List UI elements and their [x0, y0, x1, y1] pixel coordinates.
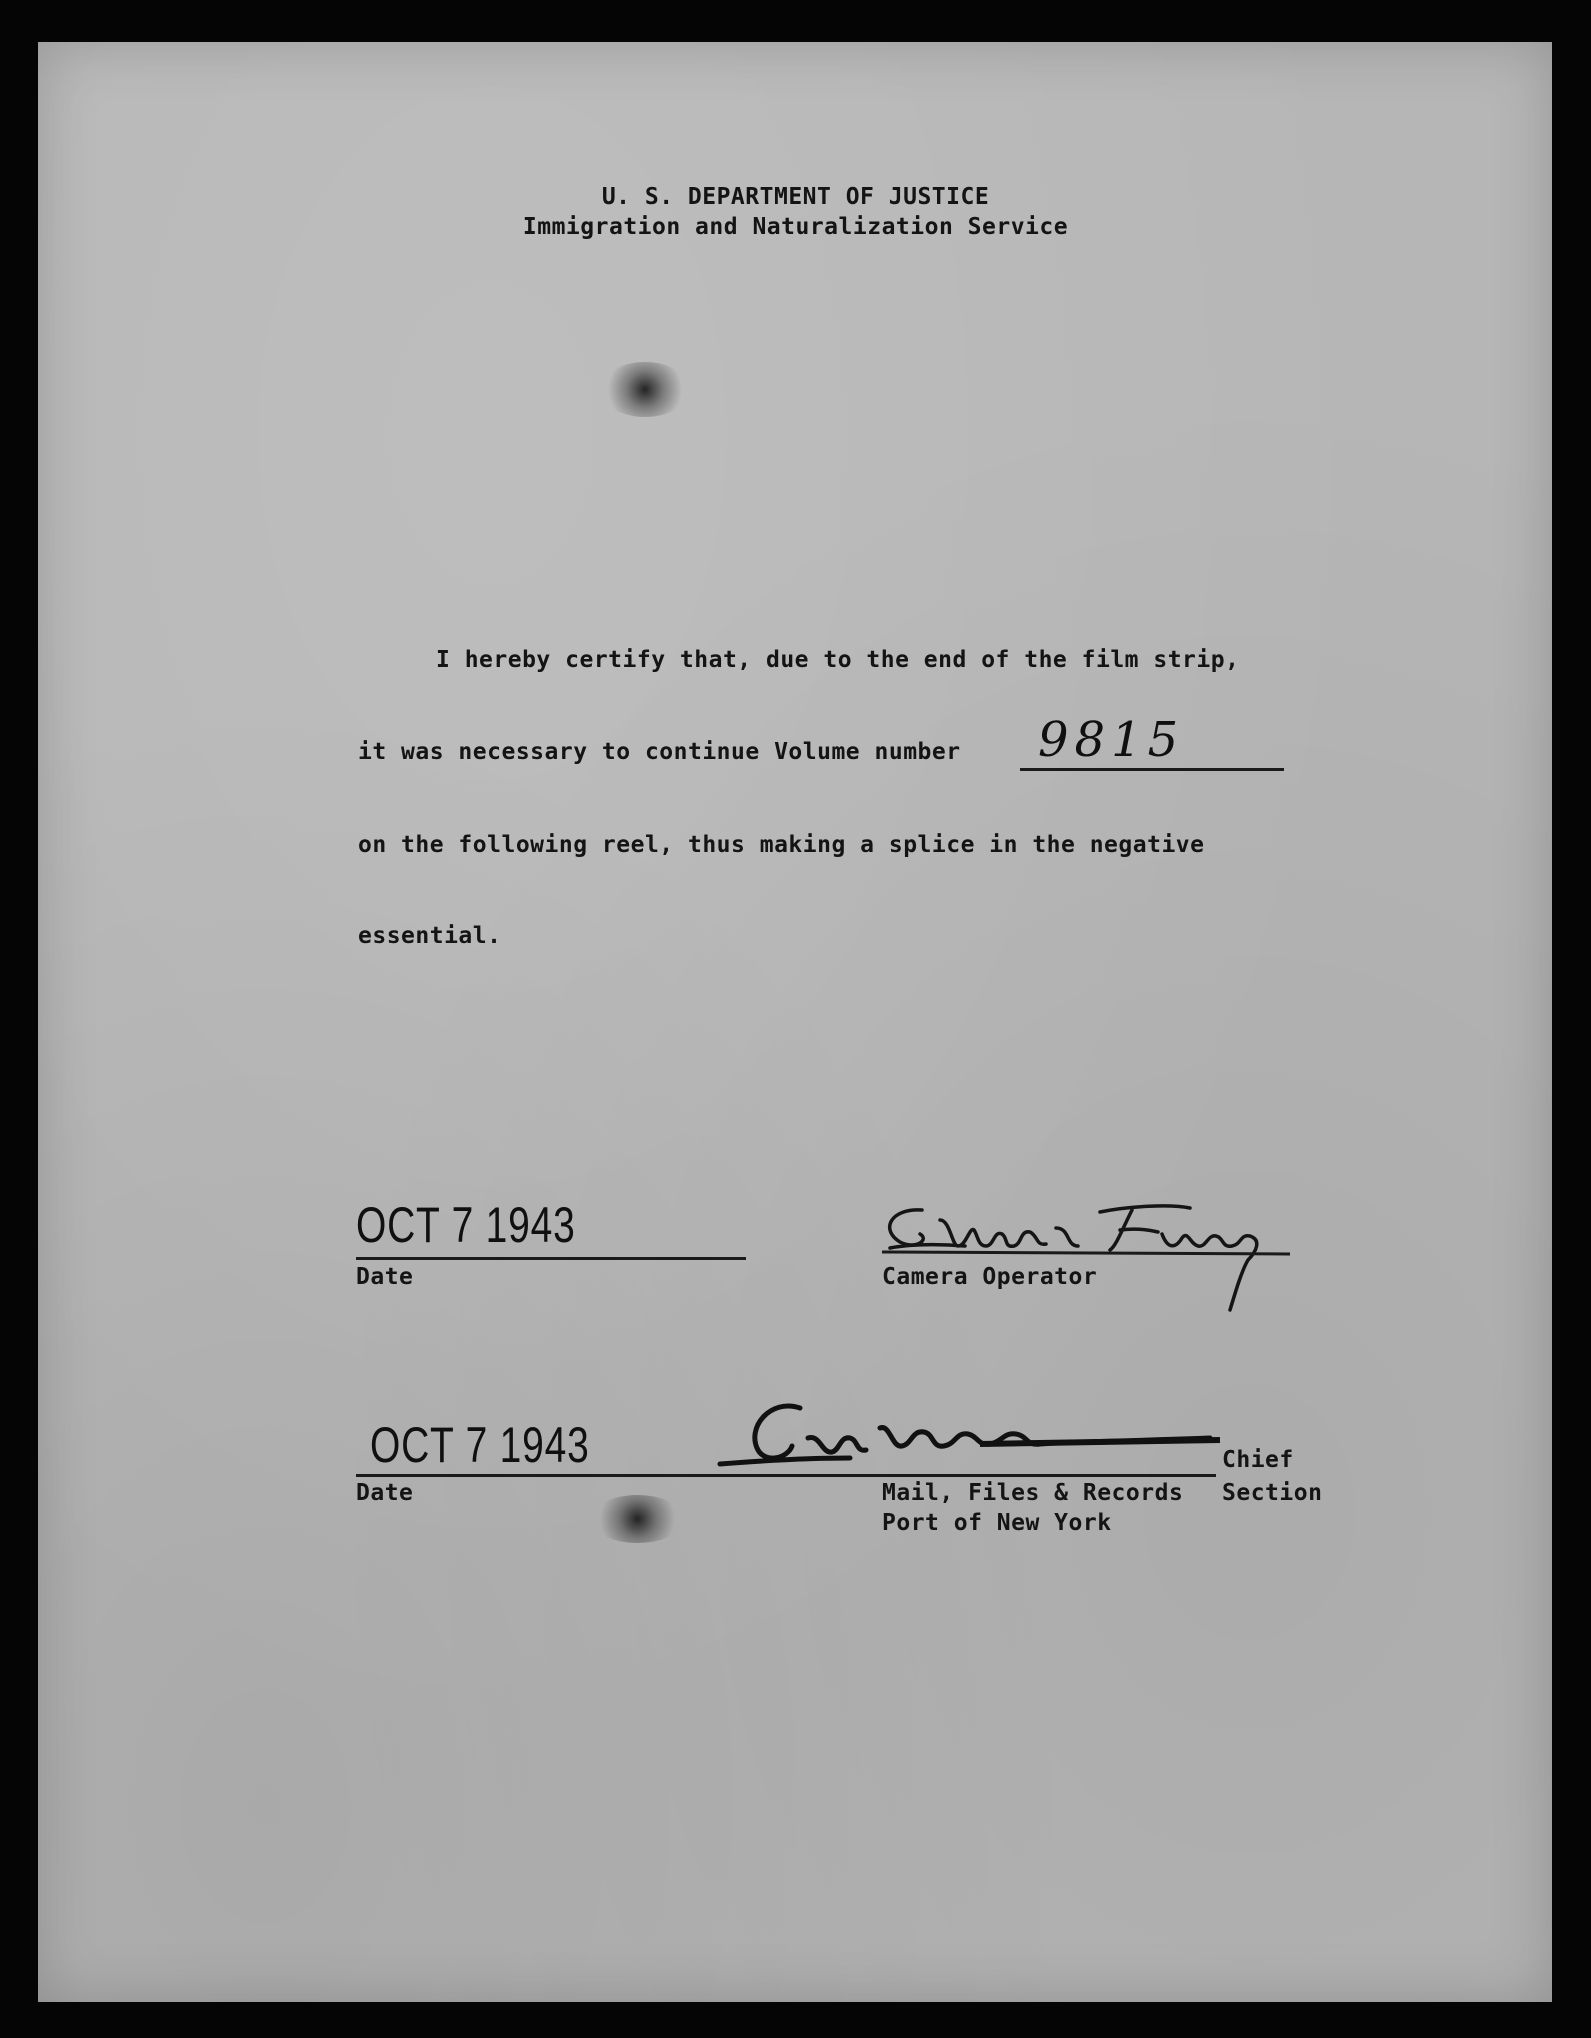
- volume-number-handwritten: 9815: [1038, 712, 1185, 768]
- date-label-2: Date: [356, 1480, 414, 1506]
- punch-hole-mark-bottom: [590, 1495, 685, 1543]
- punch-hole-mark-top: [600, 362, 690, 417]
- certification-line-2: it was necessary to continue Volume number: [358, 739, 961, 765]
- date-label-1: Date: [356, 1264, 414, 1290]
- certification-line-3: on the following reel, thus making a splice in the negative: [358, 832, 1205, 858]
- section-label: Section: [1222, 1480, 1323, 1506]
- chief-title-label: Chief: [1222, 1447, 1294, 1473]
- chief-signature: [680, 1388, 1220, 1488]
- department-heading: U. S. DEPARTMENT OF JUSTICE: [601, 184, 990, 210]
- camera-operator-label: Camera Operator: [882, 1264, 1098, 1290]
- date-stamp-2: OCT 7 1943: [370, 1417, 590, 1473]
- service-heading: Immigration and Naturalization Service: [522, 214, 1069, 240]
- port-of-new-york-label: Port of New York: [882, 1510, 1112, 1536]
- camera-operator-signature: [870, 1190, 1310, 1330]
- mail-files-records-label: Mail, Files & Records: [882, 1480, 1184, 1506]
- date-stamp-1: OCT 7 1943: [356, 1197, 576, 1253]
- document-page: [38, 42, 1552, 2002]
- volume-number-underline: [1020, 768, 1284, 771]
- date-underline-1: [356, 1257, 746, 1260]
- certification-line-4: essential.: [358, 923, 502, 949]
- chief-signature-underline: [746, 1474, 1216, 1477]
- certification-line-1: I hereby certify that, due to the end of the film strip,: [436, 647, 1240, 673]
